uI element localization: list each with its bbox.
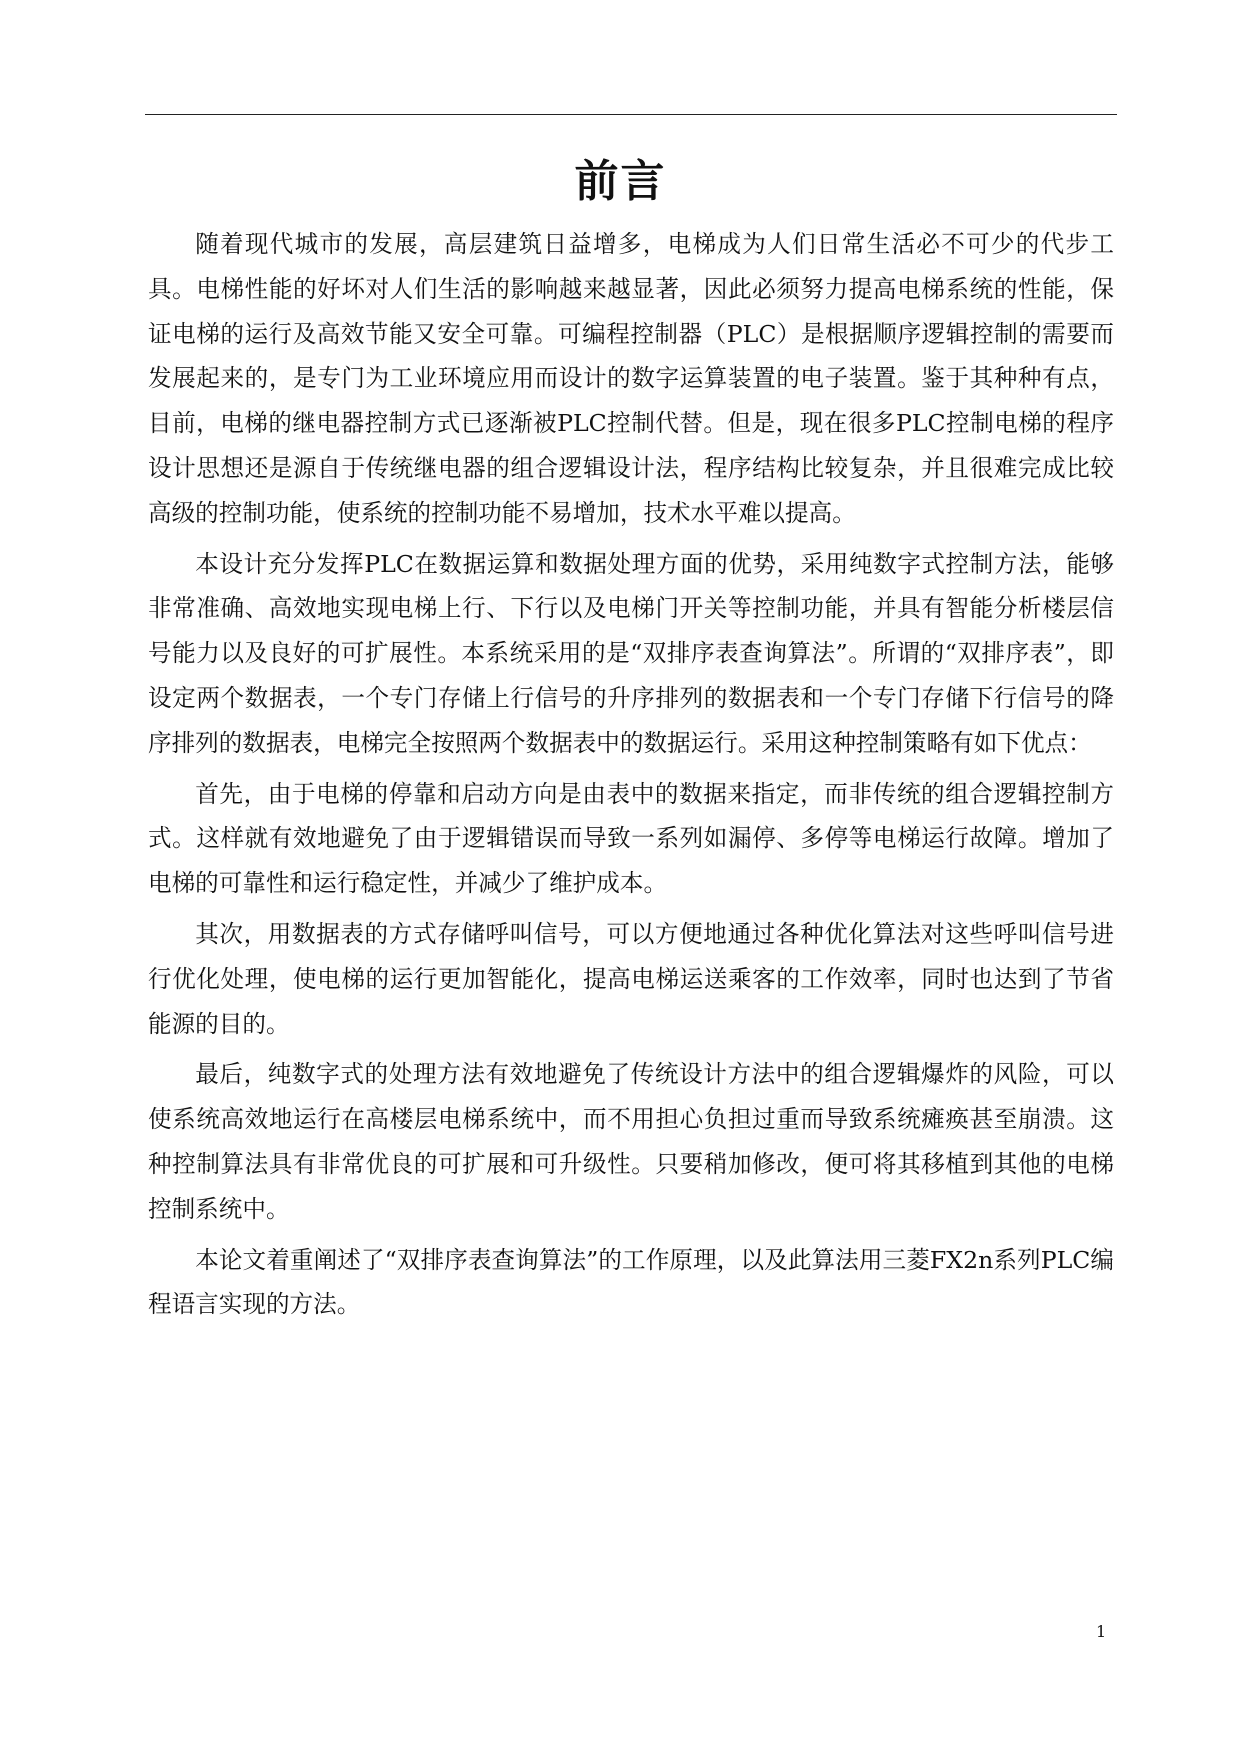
body-text: [148, 222, 1114, 1333]
paragraph-5: 最后，纯数字式的处理方法有效地避免了传统设计方法中的组合逻辑爆炸的风险，可以使系统高效地运行在高楼层电梯系统中，而不用担心负担过重而导致系统瘫痪甚至崩溃。这种控制算法具有非常优良的可扩展和可升级性。只要稍加修改，便可将其移植到其他的电梯控制系统中。: [148, 1060, 1114, 1223]
paragraph-6: 本论文着重阐述了“双排序表查询算法”的工作原理，以及此算法用三菱FX2n系列PLC编程语言实现的方法。: [148, 1245, 1114, 1319]
paragraph-4: 其次，用数据表的方式存储呼叫信号，可以方便地通过各种优化算法对这些呼叫信号进行优化处理，使电梯的运行更加智能化，提高电梯运送乘客的工作效率，同时也达到了节省能源的目的。: [148, 919, 1114, 1038]
header-rule: [145, 114, 1117, 115]
paragraph-3: 首先，由于电梯的停靠和启动方向是由表中的数据来指定，而非传统的组合逻辑控制方式。这样就有效地避免了由于逻辑错误而导致一系列如漏停、多停等电梯运行故障。增加了电梯的可靠性和运行稳定性，并减少了维护成本。: [148, 779, 1114, 898]
page-title: 前言: [574, 156, 667, 207]
paragraph-1: 随着现代城市的发展，高层建筑日益增多，电梯成为人们日常生活必不可少的代步工具。电梯性能的好坏对人们生活的影响越来越显著，因此必须努力提高电梯系统的性能，保证电梯的运行及高效节能又安全可靠。可编程控制器（PLC）是根据顺序逻辑控制的需要而发展起来的，是专门为工业环境应用而设计的数字运算装置的电子装置。鉴于其种种有点，目前，电梯的继电器控制方式已逐渐被PLC控制代替。但是，现在很多PLC控制电梯的程序设计思想还是源自于传统继电器的组合逻辑设计法，程序结构比较复杂，并且很难完成比较高级的控制功能，使系统的控制功能不易增加，技术水平难以提高。: [148, 230, 1114, 527]
paragraph-2: 本设计充分发挥PLC在数据运算和数据处理方面的优势，采用纯数字式控制方法，能够非常准确、高效地实现电梯上行、下行以及电梯门开关等控制功能，并具有智能分析楼层信号能力以及良好的可扩展性。本系统采用的是“双排序表查询算法”。所谓的“双排序表”，即设定两个数据表，一个专门存储上行信号的升序排列的数据表和一个专门存储下行信号的降序排列的数据表，电梯完全按照两个数据表中的数据运行。采用这种控制策略有如下优点：: [148, 549, 1114, 757]
page-number: 1: [1096, 1622, 1107, 1641]
